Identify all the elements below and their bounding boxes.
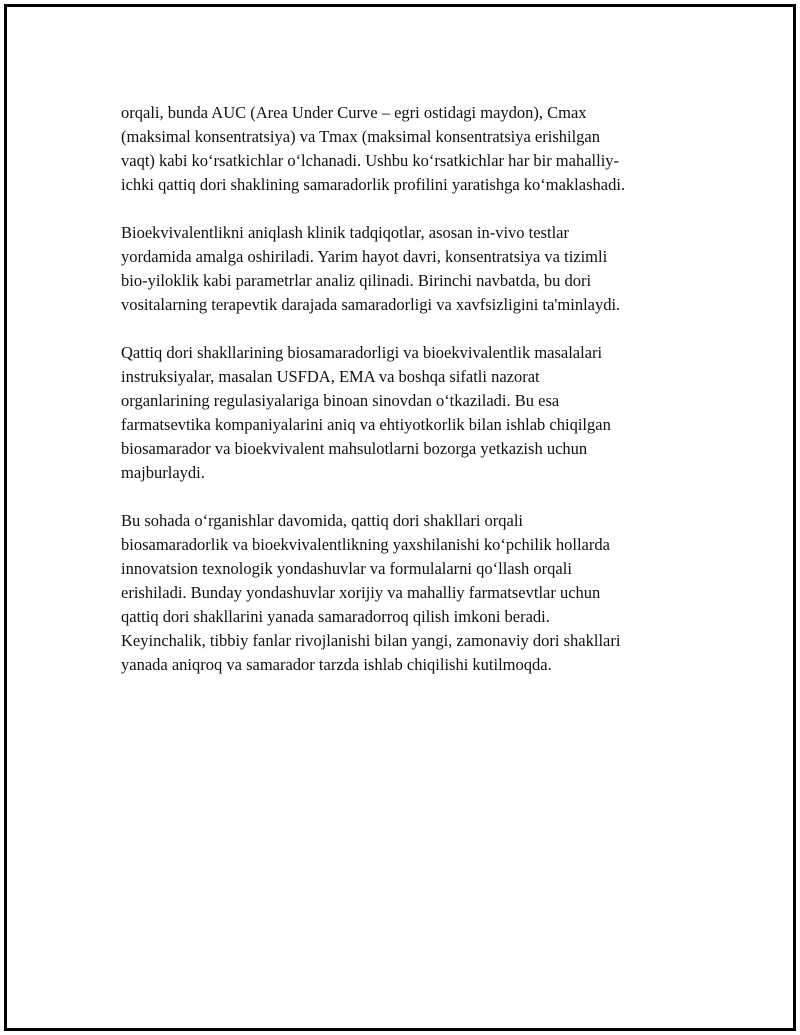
page-frame bbox=[4, 4, 796, 1031]
paragraph-4: Bu sohada oʻrganishlar davomida, qattiq dori shakllari orqali biosamaradorlik va bioekvivalentlikning yaxshilanishi koʻpchilik hollarda innovatsion texnologik yondashuvlar va formulalarni qoʻllash orqali erishiladi. Bunday yondashuvlar xorijiy va mahalliy farmatsevtlar uchun qattiq dori shakllarini yanada samaradorroq qilish imkoni beradi. Keyinchalik, tibbiy fanlar rivojlanishi bilan yangi, zamonaviy dori shakllari yanada aniqroq va samarador tarzda ishlab chiqilishi kutilmoqda. bbox=[121, 511, 621, 674]
paragraph-2: Bioekvivalentlikni aniqlash klinik tadqiqotlar, asosan in-vivo testlar yordamida amalga oshiriladi. Yarim hayot davri, konsentratsiya va tizimli bio-yiloklik kabi parametrlar analiz qilinadi. Birinchi navbatda, bu dori vositalarning terapevtik darajada samaradorligi va xavfsizligini ta'minlaydi. bbox=[121, 223, 621, 314]
paragraph-3: Qattiq dori shakllarining biosamaradorligi va bioekvivalentlik masalalari instruksiyalar, masalan USFDA, EMA va boshqa sifatli nazorat organlarining regulasiyalariga binoan sinovdan oʻtkaziladi. Bu esa farmatsevtika kompaniyalarini aniq va ehtiyotkorlik bilan ishlab chiqilgan biosamarador va bioekvivalent mahsulotlarni bozorga yetkazish uchun majburlaydi. bbox=[121, 343, 611, 482]
paragraph-1: orqali, bunda AUC (Area Under Curve – egri ostidagi maydon), Cmax (maksimal konsentratsiya) va Tmax (maksimal konsentratsiya erishilgan vaqt) kabi koʻrsatkichlar oʻlchanadi. Ushbu koʻrsatkichlar har bir mahalliy- ichki qattiq dori shaklining samaradorlik profilini yaratishga koʻmaklashadi. bbox=[121, 103, 626, 194]
document-body bbox=[121, 101, 701, 701]
